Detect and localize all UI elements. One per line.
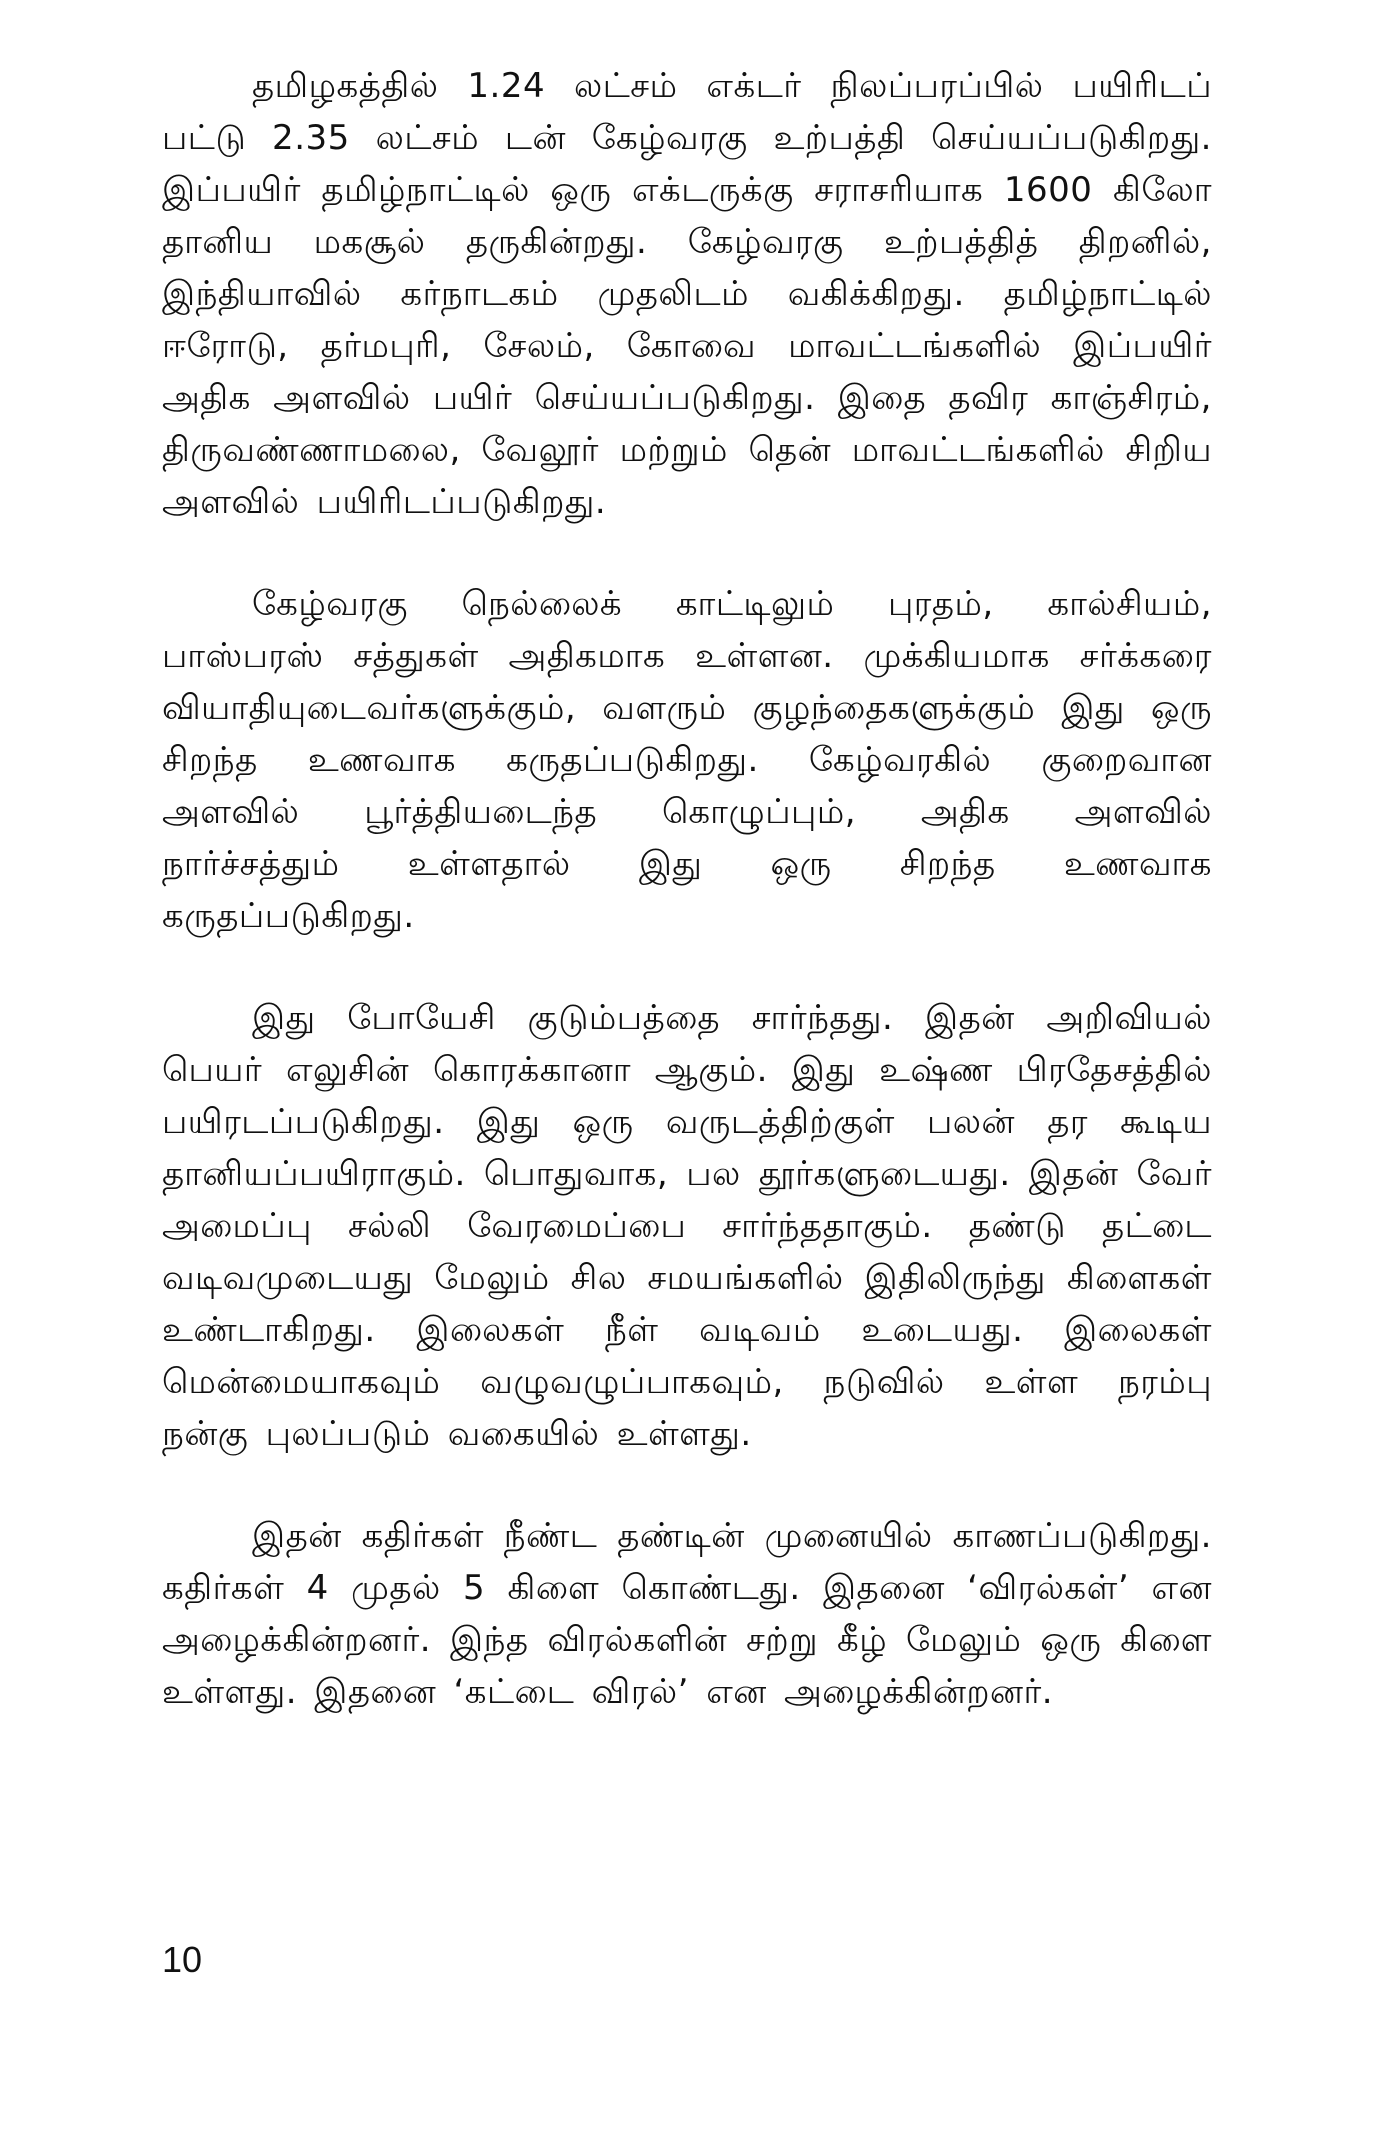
paragraph-nutrition: கேழ்வரகு நெல்லைக் காட்டிலும் புரதம், கால்சியம், பாஸ்பரஸ் சத்துகள் அதிகமாக உள்ளன. முக்கியமாக சர்க்கரை வியாதியுடைவர்களுக்கும், வளரும் குழந்தைகளுக்கும் இது ஒரு சிறந்த உணவாக கருதப்படுகிறது. கேழ்வரகில் குறைவான அளவில் பூர்த்தியடைந்த கொழுப்பும், அதிக அளவில் நார்ச்சத்தும் உள்ளதால் இது ஒரு சிறந்த உணவாக கருதப்படுகிறது. xyxy=(162,584,1212,936)
paragraph-inflorescence: இதன் கதிர்கள் நீண்ட தண்டின் முனையில் காணப்படுகிறது. கதிர்கள் 4 முதல் 5 கிளை கொண்டது. இதனை ‘விரல்கள்’ என அழைக்கின்றனர். இந்த விரல்களின் சற்று கீழ் மேலும் ஒரு கிளை உள்ளது. இதனை ‘கட்டை விரல்’ என அழைக்கின்றனர். xyxy=(162,1516,1212,1712)
page-number: 10 xyxy=(162,1939,203,1980)
paragraph-cultivation: தமிழகத்தில் 1.24 லட்சம் எக்டர் நிலப்பரப்பில் பயிரிடப் பட்டு 2.35 லட்சம் டன் கேழ்வரகு உற்பத்தி செய்யப்படுகிறது. இப்பயிர் தமிழ்நாட்டில் ஒரு எக்டருக்கு சராசரியாக 1600 கிலோ தானிய மகசூல் தருகின்றது. கேழ்வரகு உற்பத்தித் திறனில், இந்தியாவில் கர்நாடகம் முதலிடம் வகிக்கிறது. தமிழ்நாட்டில் ஈரோடு, தர்மபுரி, சேலம், கோவை மாவட்டங்களில் இப்பயிர் அதிக அளவில் பயிர் செய்யப்படுகிறது. இதை தவிர காஞ்சிரம், திருவண்ணாமலை, வேலூர் மற்றும் தென் மாவட்டங்களில் சிறிய அளவில் பயிரிடப்படுகிறது. xyxy=(162,66,1212,522)
page-body xyxy=(162,60,1212,1768)
paragraph-botany: இது போயேசி குடும்பத்தை சார்ந்தது. இதன் அறிவியல் பெயர் எலுசின் கொரக்கானா ஆகும். இது உஷ்ண பிரதேசத்தில் பயிரடப்படுகிறது. இது ஒரு வருடத்திற்குள் பலன் தர கூடிய தானியப்பயிராகும். பொதுவாக, பல தூர்களுடையது. இதன் வேர் அமைப்பு சல்லி வேரமைப்பை சார்ந்ததாகும். தண்டு தட்டை வடிவமுடையது மேலும் சில சமயங்களில் இதிலிருந்து கிளைகள் உண்டாகிறது. இலைகள் நீள் வடிவம் உடையது. இலைகள் மென்மையாகவும் வழுவழுப்பாகவும், நடுவில் உள்ள நரம்பு நன்கு புலப்படும் வகையில் உள்ளது. xyxy=(162,998,1212,1454)
